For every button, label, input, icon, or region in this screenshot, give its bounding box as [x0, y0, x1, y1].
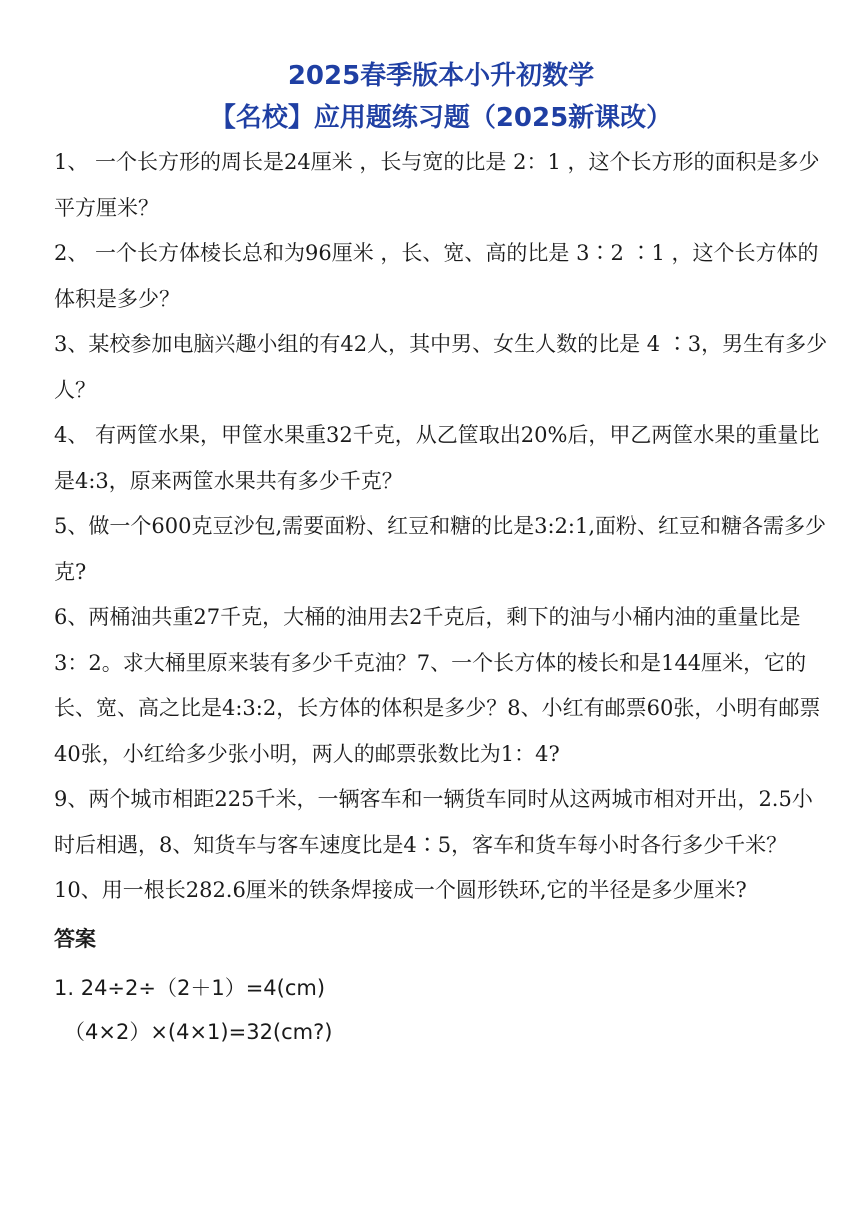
answers-heading: 答案	[54, 926, 96, 951]
document-subtitle: 【名校】应用题练习题（2025新课改）	[209, 103, 673, 133]
document-title: 2025春季版本小升初数学	[287, 61, 595, 91]
question-4: 4、 有两筐水果，甲筐水果重32千克，从乙筐取出20%后，甲乙两筐水果的重量比是4:3，原来两筐水果共有多少千克？	[54, 423, 820, 493]
question-1: 1、 一个长方形的周长是24厘米 ，长与宽的比是 2：1 ，这个长方形的面积是多少平方厘米？	[54, 150, 820, 220]
question-2: 2、 一个长方体棱长总和为96厘米 ，长、宽、高的比是 3∶2 ∶1 ，这个长方体的体积是多少？	[54, 241, 819, 311]
question-3: 3、某校参加电脑兴趣小组的有42人，其中男、女生人数的比是 4 ∶3，男生有多少人？	[54, 332, 828, 402]
question-5: 5、做一个600克豆沙包,需要面粉、红豆和糖的比是3:2:1,面粉、红豆和糖各需多少克?	[54, 514, 827, 584]
answer-line-2: （4×2）×(4×1)=32(cm?)	[64, 1019, 333, 1044]
question-9: 9、两个城市相距225千米，一辆客车和一辆货车同时从这两城市相对开出，2.5小时后相遇，8、知货车与客车速度比是4∶5，客车和货车每小时各行多少千米？	[54, 787, 813, 857]
question-6-7-8: 6、两桶油共重27千克，大桶的油用去2千克后，剩下的油与小桶内油的重量比是3：2。求大桶里原来装有多少千克油？7、一个长方体的棱长和是144厘米，它的长、宽、高之比是4:3:2，长方体的体积是多少？8、小红有邮票60张，小明有邮票40张，小红给多少张小明，两人的邮票张数比为1：4?	[54, 605, 821, 766]
question-list	[54, 140, 828, 914]
answer-line-1: 1. 24÷2÷（2＋1）=4(cm)	[54, 975, 326, 1000]
question-10: 10、用一根长282.6厘米的铁条焊接成一个圆形铁环,它的半径是多少厘米?	[54, 878, 747, 902]
